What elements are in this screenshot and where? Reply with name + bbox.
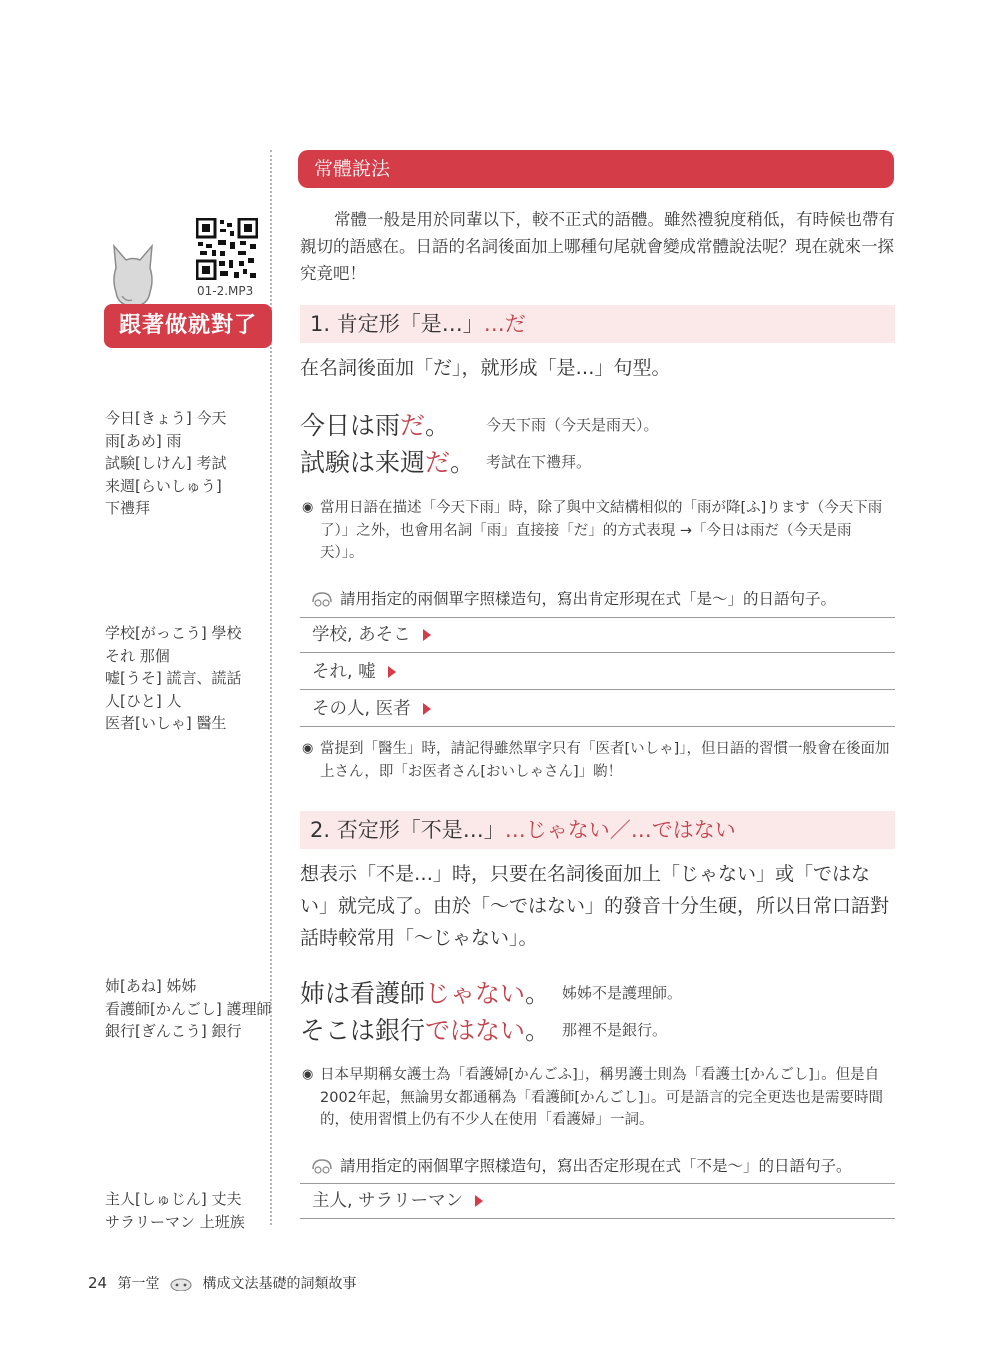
vocab-list-2 [105,622,241,735]
play-arrow-icon [388,666,396,678]
page-footer [88,1273,356,1293]
vocab-item: 試験[しけん] 考試 [105,454,227,472]
vocab-item: それ 那個 [105,646,170,665]
exercise-prompt: 主人, サラリーマン [312,1191,464,1211]
example-sentence [300,1011,668,1047]
exercise-line[interactable] [300,617,895,653]
note-text: 日本早期稱女護士為「看護婦[かんごふ]」，稱男護士則為「看護士[かんごし]」。但是自2002年起，無論男女都通稱為「看護師[かんごし]」。可是語言的完全更迭也是需要時間的，使用習慣上仍有不少人在使用「看護婦」一詞。 [320,1067,883,1128]
grammar-note [302,738,894,783]
example-ending: だ [425,448,451,477]
instruction-text: 請用指定的兩個單字照樣造句，寫出否定形現在式「不是～」的日語句子。 [340,1157,852,1175]
point-2-heading [300,811,895,849]
example-translation: 考試在下禮拜。 [486,453,592,471]
play-arrow-icon [475,1195,483,1207]
pencil-cat-icon [310,590,334,610]
vocab-item: 医者[いしゃ] 醫生 [105,714,227,732]
vocab-item: 今日[きょう] 今天 [105,409,227,427]
example-ending: だ [400,411,426,440]
note-text: 當用日語在描述「今天下雨」時，除了與中文結構相似的「雨が降[ふ]ります（今天下雨了）」之外，也會用名詞「雨」直接接「だ」的方式表現 →「今日は雨だ（今天是雨天）」。 [320,500,883,561]
exercise-prompt: それ, 嘘 [312,662,376,682]
note-text: 當提到「醫生」時，請記得雖然單字只有「医者[いしゃ]」，但日語的習慣一般會在後面加上さん，即「お医者さん[おいしゃさん]」喲！ [320,741,890,780]
example-translation: 那裡不是銀行。 [562,1021,668,1039]
example-jp: 今日は雨 [300,411,401,440]
play-arrow-icon [423,629,431,641]
example-jp: 姉は看護師 [300,979,426,1008]
example-jp: 試験は来週 [300,448,426,477]
example-period: 。 [525,979,551,1008]
point-heading-main: 1. 肯定形「是…」 [310,312,484,336]
vocab-item: 銀行[ぎんこう] 銀行 [105,1022,242,1040]
exercise-line[interactable] [300,654,895,690]
chapter-label: 第一堂 [117,1276,160,1292]
exercise-line[interactable] [300,1183,895,1219]
vocab-item: 主人[しゅじん] 丈夫 [105,1190,242,1208]
vocab-item: 雨[あめ] 雨 [105,431,182,450]
point-2-description: 想表示「不是…」時，只要在名詞後面加上「じゃない」或「ではない」就完成了。由於「～ではない」的發音十分生硬，所以日常口語對話時較常用「～じゃない」。 [300,863,890,949]
example-period: 。 [450,448,476,477]
point-heading-jp: …じゃない／…ではない [504,818,736,842]
grammar-note [302,1064,894,1132]
example-period: 。 [425,411,451,440]
intro-paragraph [300,206,896,287]
cat-illustration [108,240,158,308]
vocab-list-4 [105,1188,245,1233]
example-ending: じゃない [425,979,526,1008]
vocab-item: 学校[がっこう] 學校 [105,624,242,642]
example-sentence [300,974,683,1010]
vocab-list-1 [105,407,226,520]
instruction-text: 請用指定的兩個單字照樣造句，寫出肯定形現在式「是～」的日語句子。 [340,590,837,608]
vocab-item: 嘘[うそ] 謊言、謊話 [105,669,242,687]
qr-code-icon[interactable] [196,218,258,280]
point-heading-main: 2. 否定形「不是…」 [310,818,505,842]
example-sentence [300,443,592,479]
play-arrow-icon [423,703,431,715]
pencil-cat-icon [310,1157,334,1177]
example-translation: 姊姊不是護理師。 [562,984,683,1002]
example-period: 。 [525,1016,551,1045]
exercise-instruction [310,587,836,610]
mascot-badge-icon [170,1277,192,1291]
note-bullet-icon: ◉ [302,500,314,515]
vocab-item: 姉[あね] 姊姊 [105,977,197,995]
example-ending: ではない [425,1016,526,1045]
exercise-prompt: その人, 医者 [312,699,411,719]
point-1-heading [300,305,895,343]
example-translation: 今天下雨（今天是雨天）。 [486,416,659,434]
vocab-item: 看護師[かんごし] 護理師 [105,999,272,1018]
note-bullet-icon: ◉ [302,741,314,756]
page-number: 24 [88,1274,108,1292]
vocab-item: 人[ひと] 人 [105,691,182,710]
example-sentence [300,406,659,442]
section-title: 常體說法 [298,150,894,188]
vocab-item: サラリーマン 上班族 [105,1212,245,1231]
exercise-line[interactable] [300,691,895,727]
follow-along-label: 跟著做就對了 [104,304,272,348]
vocab-item: 来週[らいしゅう] [105,476,222,495]
audio-track-label: 01-2.MP3 [197,284,254,298]
chapter-title: 構成文法基礎的詞類故事 [202,1276,357,1292]
note-bullet-icon: ◉ [302,1067,314,1082]
point-1-description: 在名詞後面加「だ」，就形成「是…」句型。 [300,357,671,379]
example-jp: そこは銀行 [300,1016,426,1045]
exercise-prompt: 学校, あそこ [312,625,411,645]
vocab-list-3 [105,975,271,1043]
vocab-item: 下禮拜 [105,499,151,517]
grammar-note [302,497,894,565]
exercise-instruction [310,1154,852,1177]
intro-text: 常體一般是用於同輩以下，較不正式的語體。雖然禮貌度稍低，有時候也帶有親切的語感在。日語的名詞後面加上哪種句尾就會變成常體說法呢？現在就來一探究竟吧！ [300,210,895,283]
point-heading-jp: …だ [483,312,526,336]
